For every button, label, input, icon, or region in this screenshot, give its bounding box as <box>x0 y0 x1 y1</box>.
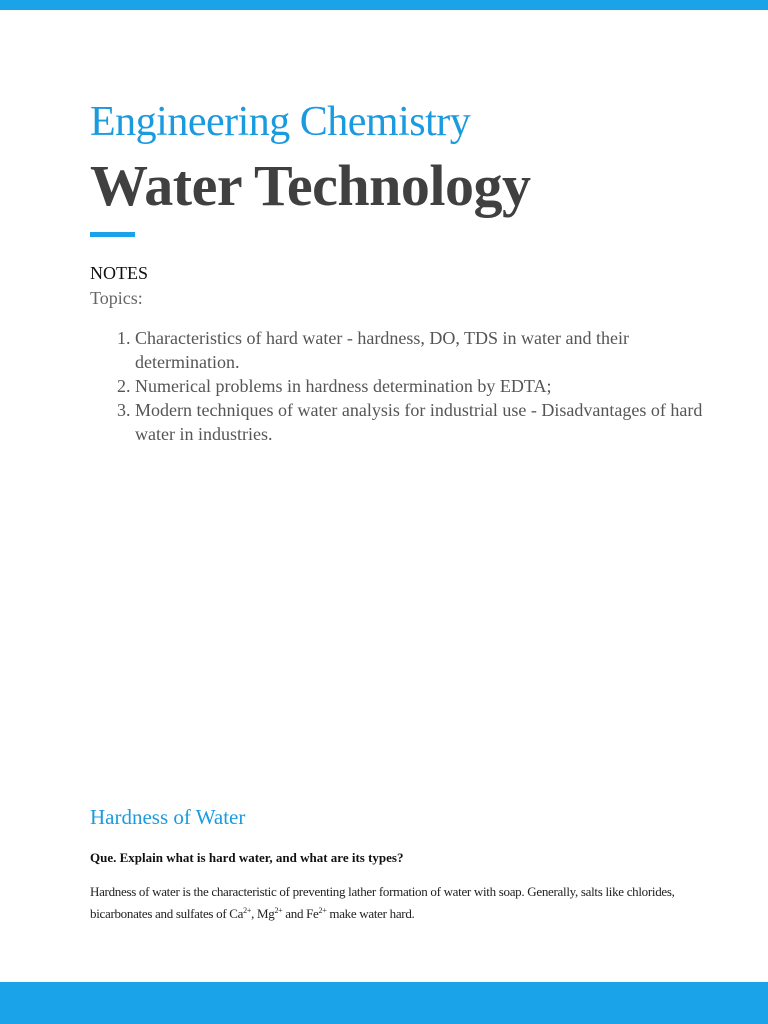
iron-ion-charge: 2+ <box>318 906 327 915</box>
question-text: Que. Explain what is hard water, and what are its types? <box>90 850 404 865</box>
notes-label: NOTES <box>90 263 148 283</box>
paragraph-text: , Mg <box>251 906 275 921</box>
topics-label: Topics: <box>90 288 143 308</box>
paragraph-text: and Fe <box>282 906 319 921</box>
section-heading: Hardness of Water <box>90 805 246 829</box>
document-title: Water Technology <box>90 153 531 218</box>
magnesium-ion-charge: 2+ <box>274 906 283 915</box>
topic-list <box>90 326 715 446</box>
topic-item: 3. Modern techniques of water analysis for industrial use - Disadvantages of hard water in industries. <box>135 398 715 446</box>
calcium-ion-charge: 2+ <box>243 906 252 915</box>
paragraph-text: Hardness of water is the characteristic of preventing lather formation of water with soap. Generally, salts like chlorides, bicarbonates and sulfates of Ca <box>90 884 675 921</box>
hardness-paragraph <box>90 881 690 925</box>
title-accent-rule <box>90 232 135 237</box>
topic-item: 1. Characteristics of hard water - hardness, DO, TDS in water and their determination. <box>135 326 715 374</box>
paragraph-text: make water hard. <box>326 906 415 921</box>
topic-item: 2. Numerical problems in hardness determination by EDTA; <box>135 374 715 398</box>
bottom-accent-bar <box>0 982 768 1024</box>
top-accent-bar <box>0 0 768 10</box>
document-subtitle: Engineering Chemistry <box>90 99 471 145</box>
